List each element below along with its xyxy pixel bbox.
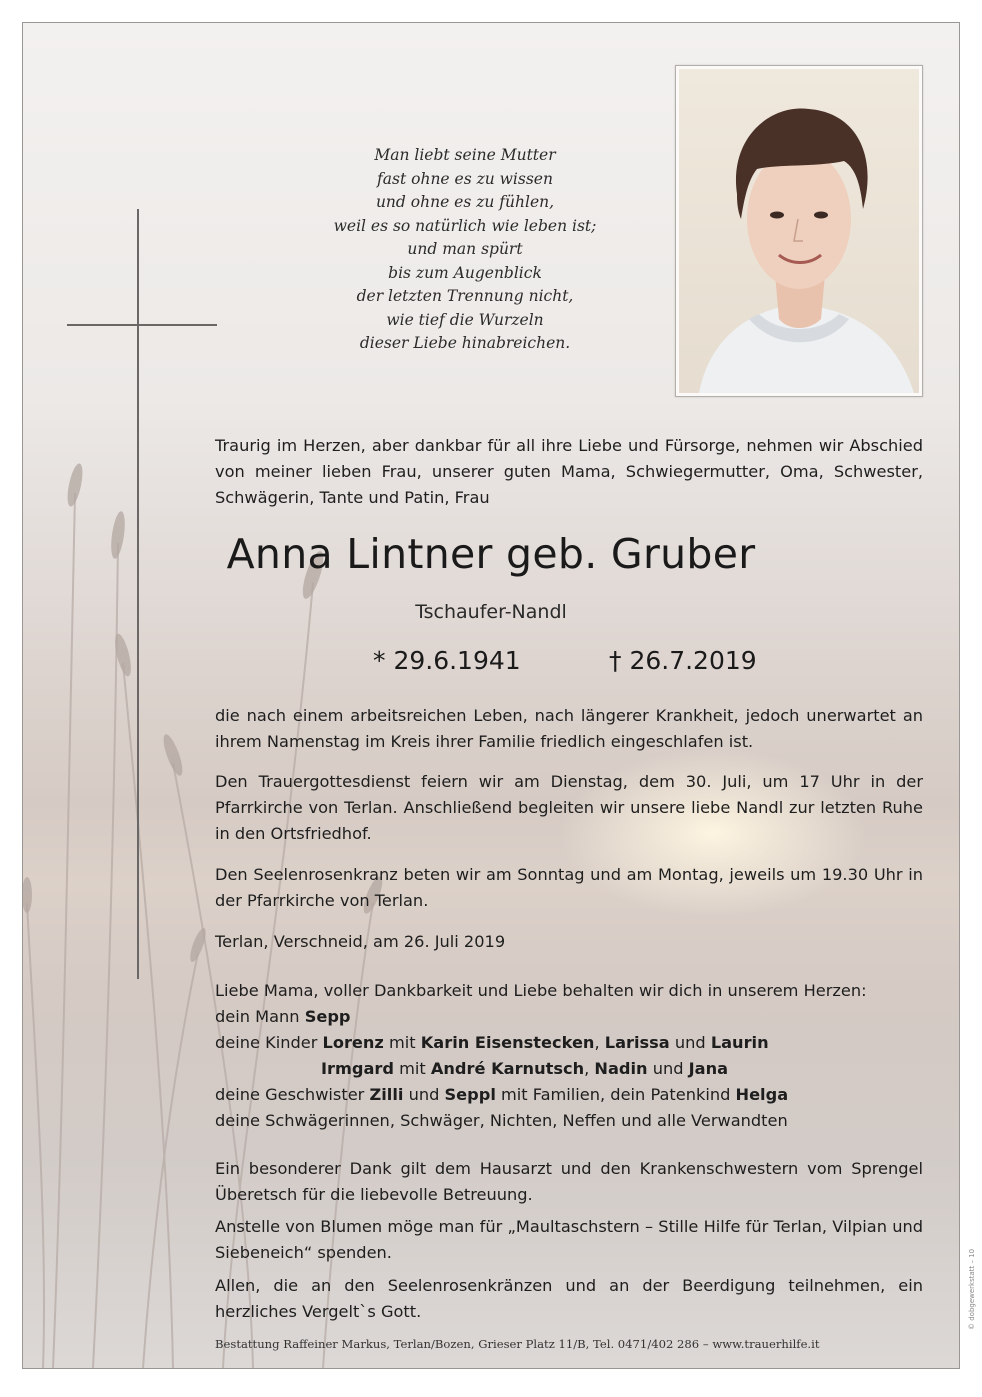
- family-husband: dein Mann Sepp: [215, 1007, 351, 1026]
- portrait-photo: [675, 65, 923, 397]
- rosary-text: Den Seelenrosenkranz beten wir am Sonntag und am Montag, jeweils um 19.30 Uhr in der Pfarrkirche von Terlan.: [215, 865, 923, 910]
- poem-line: wie tief die Wurzeln: [386, 310, 544, 329]
- funeral-home-footer: Bestattung Raffeiner Markus, Terlan/Bozen, Grieser Platz 11/B, Tel. 0471/402 286 – www.trauerhilfe.it: [215, 1337, 820, 1351]
- family-children: deine Kinder Lorenz mit Karin Eisenstecken, Larissa und Laurin: [215, 1033, 769, 1052]
- poem-line: Man liebt seine Mutter: [374, 146, 556, 164]
- family-children-2: Irmgard mit André Karnutsch, Nadin und Jana: [321, 1059, 729, 1078]
- intro-text: Traurig im Herzen, aber dankbar für all ihre Liebe und Fürsorge, nehmen wir Abschied von meiner lieben Frau, unserer guten Mama, Schwiegermutter, Oma, Schwester, Schwägerin, Tante und Patin, Frau: [215, 436, 923, 507]
- memorial-poem: [305, 144, 625, 356]
- place-date: Terlan, Verschneid, am 26. Juli 2019: [215, 932, 506, 951]
- final-text: Allen, die an den Seelenrosenkränzen und an der Beerdigung teilnehmen, ein herzliches Vergelt`s Gott.: [215, 1276, 923, 1321]
- family-list: [215, 978, 923, 1134]
- thanks-text: Ein besonderer Dank gilt dem Hausarzt und den Krankenschwestern vom Sprengel Überetsch für die liebevolle Betreuung.: [215, 1159, 923, 1204]
- passing-text: die nach einem arbeitsreichen Leben, nach längerer Krankheit, jedoch unerwartet an ihrem Namenstag im Kreis ihrer Familie friedlich eingeschlafen ist.: [215, 706, 923, 751]
- family-intro: Liebe Mama, voller Dankbarkeit und Liebe behalten wir dich in unserem Herzen:: [215, 981, 867, 1000]
- service-text: Den Trauergottesdienst feiern wir am Dienstag, dem 30. Juli, um 17 Uhr in der Pfarrkirche von Terlan. Anschließend begleiten wir unsere liebe Nandl zur letzten Ruhe in den Ortsfriedhof.: [215, 772, 923, 843]
- obituary-card: [22, 22, 960, 1369]
- side-watermark: © dobgewerkstatt – 10: [968, 1248, 976, 1330]
- poem-line: weil es so natürlich wie leben ist;: [333, 216, 597, 235]
- death-date: † 26.7.2019: [609, 646, 757, 675]
- family-relatives: deine Schwägerinnen, Schwäger, Nichten, Neffen und alle Verwandten: [215, 1111, 788, 1130]
- cross-horizontal: [67, 324, 217, 326]
- poem-line: der letzten Trennung nicht,: [356, 287, 574, 305]
- deceased-name: Anna Lintner geb. Gruber: [226, 530, 756, 578]
- family-siblings: deine Geschwister Zilli und Seppl mit Familien, dein Patenkind Helga: [215, 1085, 789, 1104]
- poem-line: bis zum Augenblick: [388, 263, 542, 282]
- flowers-text: Anstelle von Blumen möge man für „Maultaschstern – Stille Hilfe für Terlan, Vilpian und Siebeneich“ spenden.: [215, 1217, 923, 1262]
- poem-line: fast ohne es zu wissen: [377, 169, 553, 188]
- birth-date: * 29.6.1941: [373, 646, 521, 675]
- deceased-nickname: Tschaufer-Nandl: [415, 601, 567, 623]
- portrait-illustration: [679, 69, 919, 393]
- poem-line: und man spürt: [407, 240, 523, 258]
- poem-line: und ohne es zu fühlen,: [375, 193, 555, 211]
- poem-line: dieser Liebe hinabreichen.: [359, 334, 571, 352]
